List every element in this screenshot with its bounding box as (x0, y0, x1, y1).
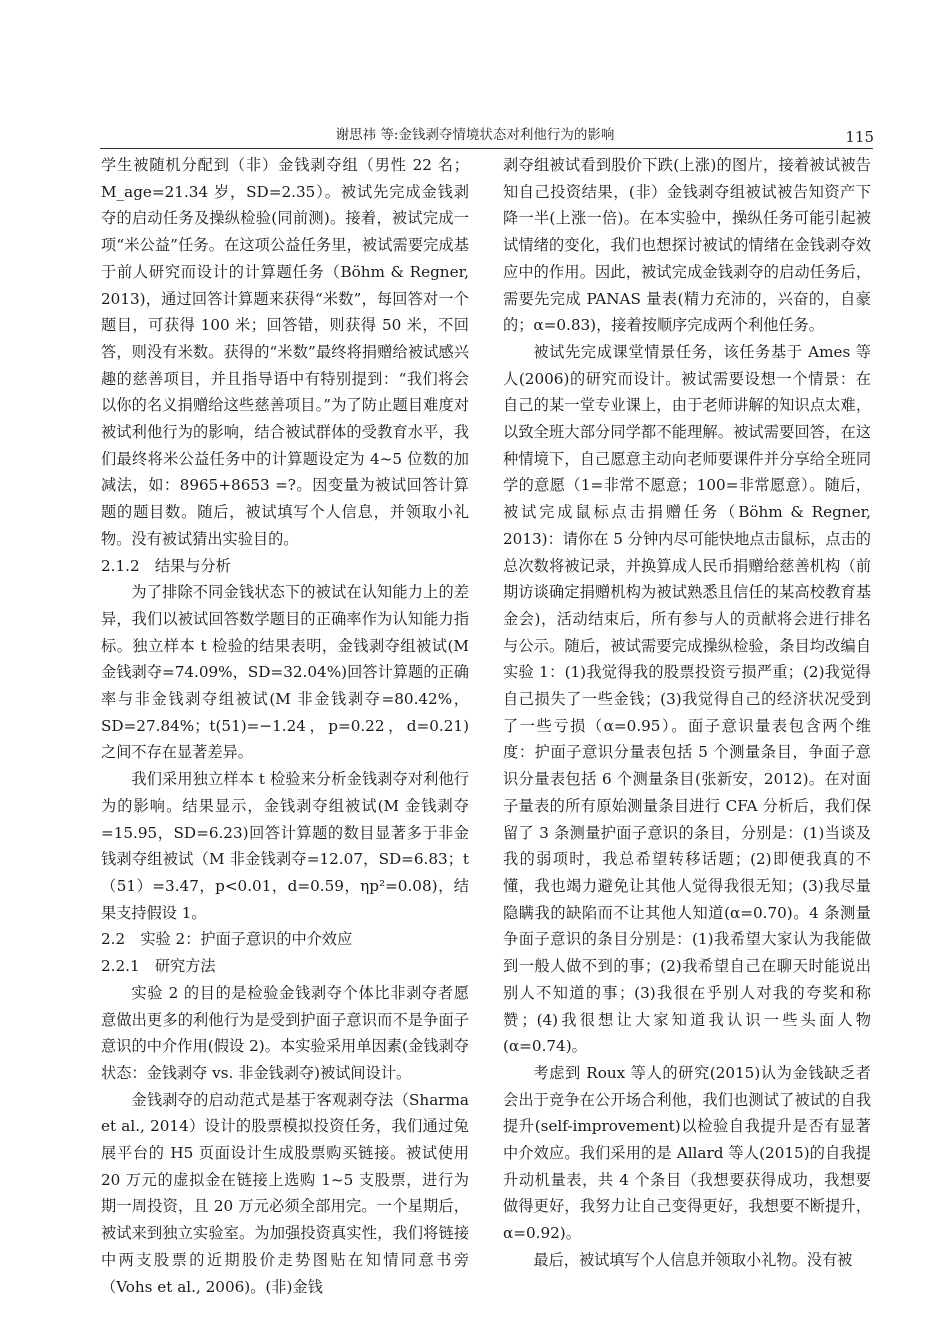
left-column (101, 152, 469, 1300)
right-column (503, 152, 871, 1274)
header-rule (100, 148, 873, 149)
left-section-heading-5: 2.2.1 研究方法 (101, 957, 216, 976)
page-number: 115 (845, 128, 874, 146)
right-paragraph-1: 被试先完成课堂情景任务，该任务基于 Ames 等人(2006)的研究而设计。被试需要设想一个情景：在自己的某一堂专业课上，由于老师讲解的知识点太难，以致全班大部分同学都不能理解。被试需要回答，在这种情境下，自己愿意主动向老师要课件并分享给全班同学的意愿（1=非常不愿意；100=非常愿意）。随后，被试完成鼠标点击捐赠任务（Böhm & Regner, 2013)：请你在 5 分钟内尽可能快地点击鼠标，点击的总次数将被记录，并换算成人民币捐赠给慈善机构（前期访谈确定捐赠机构为被试熟悉且信任的某高校教育基金会)，活动结束后，所有参与人的贡献将会进行排名与公示。随后，被试需要完成操纵检验，条目均改编自实验 1：(1)我觉得我的股票投资亏损严重；(2)我觉得自己损失了一些金钱；(3)我觉得自己的经济状况受到了一些亏损（α=0.95）。面子意识量表包含两个维度：护面子意识分量表包括 5 个测量条目，争面子意识分量表包括 6 个测量条目(张新安，2012)。在对面子量表的所有原始测量条目进行 CFA 分析后，我们保留了 3 条测量护面子意识的条目，分别是：(1)当谈及我的弱项时，我总希望转移话题；(2)即便我真的不懂，我也竭力避免让其他人觉得我很无知；(3)我尽量隐瞒我的缺陷而不让其他人知道(α=0.70)。4 条测量争面子意识的条目分别是：(1)我希望大家认为我能做到一般人做不到的事；(2)我希望自己在聊天时能说出别人不知道的事；(3)我很在乎别人对我的夸奖和称赞；(4)我很想让大家知道我认识一些头面人物(α=0.74)。 (503, 342, 871, 1056)
left-paragraph-2: 为了排除不同金钱状态下的被试在认知能力上的差异，我们以被试回答数学题目的正确率作为认知能力指标。独立样本 t 检验的结果表明，金钱剥夺组被试(M 金钱剥夺=74.09%，SD=32.04%)回答计算题的正确率与非金钱剥夺组被试(M 非金钱剥夺=80.42%，SD=27.84%；t(51)=−1.24，p=0.22，d=0.21)之间不存在显著差异。 (101, 583, 469, 762)
right-paragraph-3: 最后，被试填写个人信息并领取小礼物。没有被 (533, 1250, 853, 1269)
right-paragraph-0: 剥夺组被试看到股价下跌(上涨)的图片，接着被试被告知自己投资结果，(非）金钱剥夺组被试被告知资产下降一半(上涨一倍)。在本实验中，操纵任务可能引起被试情绪的变化，我们也想探讨被试的情绪在金钱剥夺效应中的作用。因此，被试完成金钱剥夺的启动任务后，需要先完成 PANAS 量表(精力充沛的，兴奋的，自豪的；α=0.83)，接着按顺序完成两个利他任务。 (503, 156, 871, 335)
right-paragraph-2: 考虑到 Roux 等人的研究(2015)认为金钱缺乏者会出于竞争在公开场合利他，我们也测试了被试的自我提升(self-improvement)以检验自我提升是否有显著中介效应。我们采用的是 Allard 等人(2015)的自我提升动机量表，共 4 个条目（我想要获得成功，我想要做得更好，我努力让自己变得更好，我想要不断提升，α=0.92)。 (503, 1063, 871, 1243)
left-section-heading-1: 2.1.2 结果与分析 (101, 556, 231, 575)
left-paragraph-3: 我们采用独立样本 t 检验来分析金钱剥夺对利他行为的影响。结果显示，金钱剥夺组被试(M 金钱剥夺=15.95，SD=6.23)回答计算题的数目显著多于非金钱剥夺组被试（M 非金钱剥夺=12.07，SD=6.83；t（51）=3.47，p<0.01，d=0.59，ηp²=0.08)，结果支持假设 1。 (101, 770, 469, 922)
left-section-heading-4: 2.2 实验 2：护面子意识的中介效应 (101, 930, 353, 949)
left-paragraph-7: 金钱剥夺的启动范式是基于客观剥夺法（Sharma et al., 2014）设计的股票模拟投资任务，我们通过兔展平台的 H5 页面设计生成股票购买链接。被试使用 20 万元的虚拟金在链接上选购 1~5 支股票，进行为期一周投资，且 20 万元必须全部用完。一个星期后，被试来到独立实验室。为加强投资真实性，我们将链接中两支股票的近期股价走势图贴在知情同意书旁（Vohs et al., 2006)。(非)金钱 (101, 1090, 469, 1296)
running-title: 谢思祎 等:金钱剥夺情境状态对利他行为的影响 (335, 127, 615, 143)
left-paragraph-0: 学生被随机分配到（非）金钱剥夺组（男性 22 名；M_age=21.34 岁，SD=2.35）。被试先完成金钱剥夺的启动任务及操纵检验(同前测)。接着，被试完成一项“米公益”任务。在这项公益任务里，被试需要完成基于前人研究而设计的计算题任务（Böhm & Regner, 2013)，通过回答计算题来获得“米数”，每回答对一个题目，可获得 100 米；回答错，则获得 50 米，不回答，则没有米数。获得的“米数”最终将捐赠给被试感兴趣的慈善项目，并且指导语中有特别提到：“我们将会以你的名义捐赠给这些慈善项目。”为了防止题目难度对被试利他行为的影响，结合被试群体的受教育水平，我们最终将米公益任务中的计算题设定为 4~5 位数的加减法，如：8965+8653 =?。因变量为被试回答计算题的题目数。随后，被试填写个人信息，并领取小礼物。没有被试猜出实验目的。 (101, 156, 469, 548)
left-paragraph-6: 实验 2 的目的是检验金钱剥夺个体比非剥夺者愿意做出更多的利他行为是受到护面子意识而不是争面子意识的中介作用(假设 2)。本实验采用单因素(金钱剥夺状态：金钱剥夺 vs. 非金钱剥夺)被试间设计。 (101, 983, 469, 1082)
